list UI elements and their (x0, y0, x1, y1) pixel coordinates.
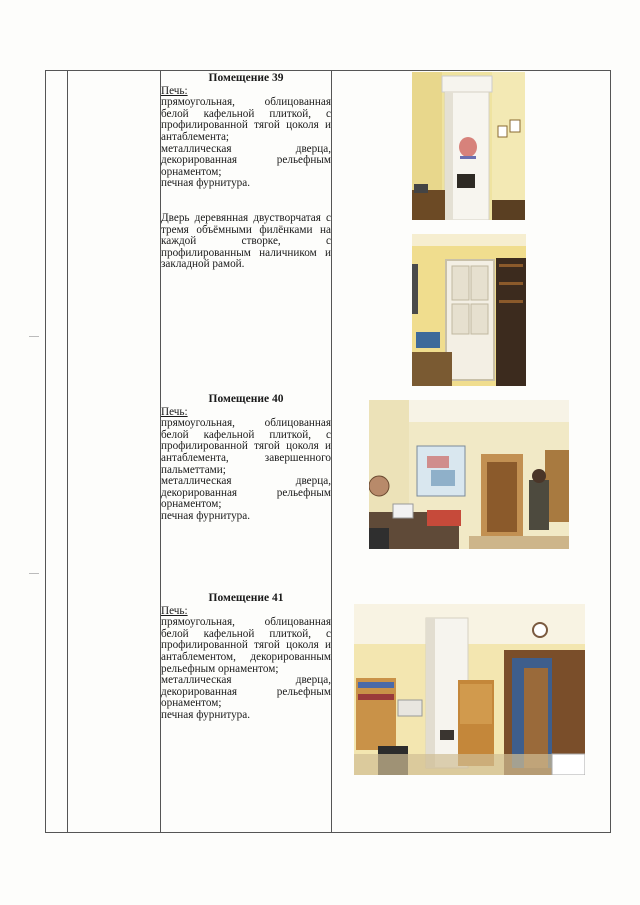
door-description: Дверь деревянная двустворчатая с тремя объёмными филёнками на каждой створке, с профилированным наличником и закладной рамой. (161, 211, 331, 271)
room-title: Помещение 41 (208, 592, 284, 604)
room-40-description (161, 394, 331, 523)
photo-room-41 (354, 604, 585, 775)
room-title: Помещение 40 (208, 393, 284, 405)
photo-room-39-stove (412, 72, 525, 220)
stove-description: прямоугольная, облицованная белой кафельной плиткой, с профилированной тягой цоколя и антаблементом, декорированным рельефным орнаментом; (161, 616, 331, 675)
scan-mark (29, 573, 39, 574)
room-39-description (161, 73, 331, 271)
stove-hardware: печная фурнитура. (161, 509, 251, 522)
stove-hardware: печная фурнитура. (161, 177, 251, 190)
stove-door-description: металлическая дверца, декорированная рельефным орнаментом; (161, 674, 331, 710)
stove-label: Печь: (161, 405, 188, 418)
scan-mark (29, 336, 39, 337)
table-top-border (45, 70, 611, 71)
stove-door-description: металлическая дверца, декорированная рельефным орнаментом; (161, 142, 331, 178)
table-column-divider-3 (331, 70, 332, 833)
table-column-divider-1 (67, 70, 68, 833)
stove-hardware: печная фурнитура. (161, 708, 251, 721)
room-41-description (161, 593, 331, 722)
photo-room-40 (369, 400, 569, 549)
table-bottom-border (45, 832, 611, 833)
room-title: Помещение 39 (208, 72, 284, 84)
stove-description: прямоугольная, облицованная белой кафельной плиткой, с профилированной тягой цоколя и антаблемента, завершенного пальметтами; (161, 417, 331, 476)
stove-label: Печь: (161, 604, 188, 617)
stove-door-description: металлическая дверца, декорированная рельефным орнаментом; (161, 475, 331, 511)
stove-description: прямоугольная, облицованная белой кафельной плиткой, с профилированной тягой цоколя и антаблемента; (161, 96, 331, 143)
table-border-right (610, 70, 611, 833)
stove-label: Печь: (161, 84, 188, 97)
photo-room-39-door (412, 234, 526, 386)
table-border-left (45, 70, 46, 833)
